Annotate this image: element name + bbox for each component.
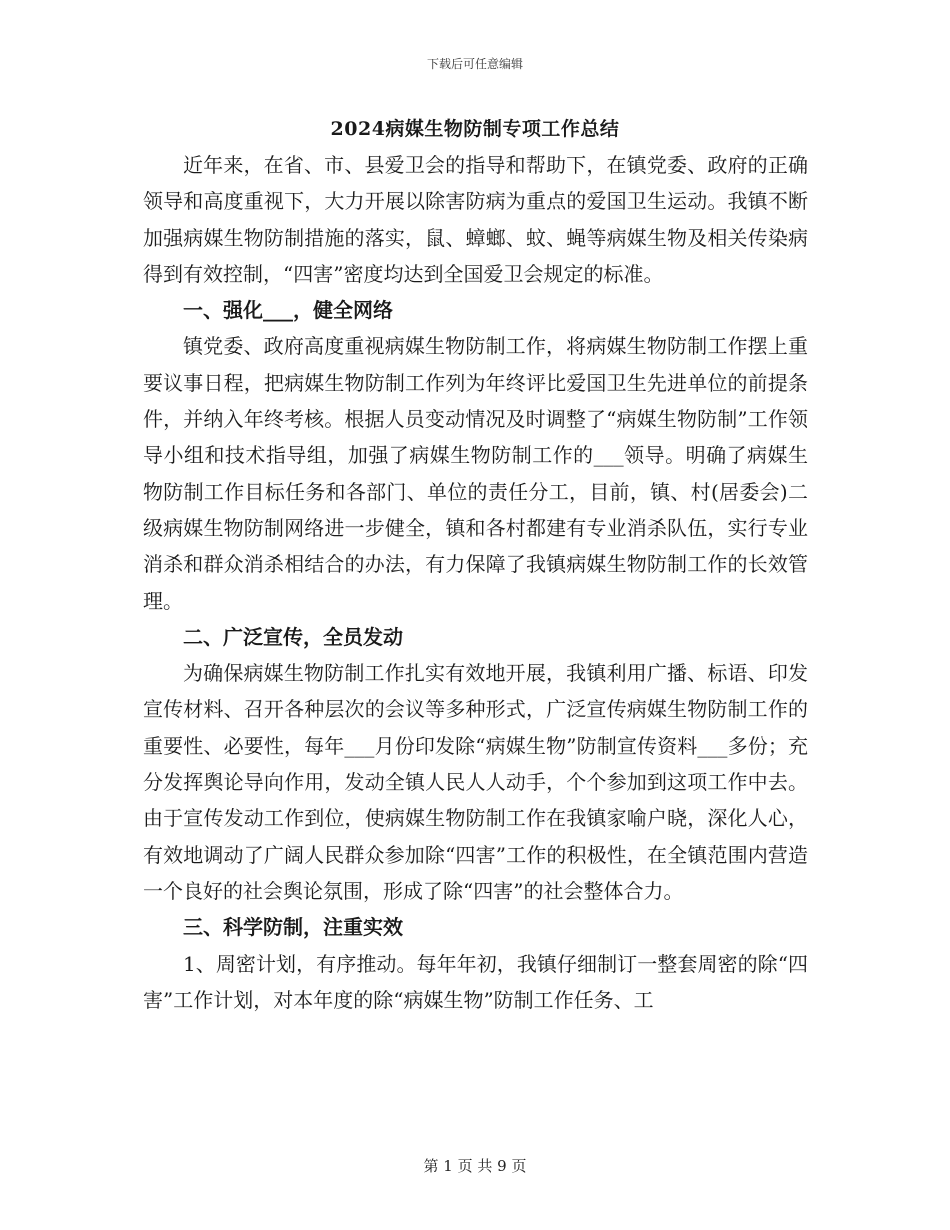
- page-header-note: 下载后可任意编辑: [426, 57, 523, 71]
- document-body: [143, 147, 808, 1018]
- page-indicator: 第 1 页 共 9 页: [423, 1157, 527, 1175]
- document-title: 2024病媒生物防制专项工作总结: [330, 118, 620, 140]
- section-heading-1: 一、强化___，健全网络: [183, 298, 393, 323]
- section-heading-2: 二、广泛宣传，全员发动: [183, 624, 403, 649]
- section-paragraph-3: 1、周密计划，有序推动。每年年初，我镇仔细制订一整套周密的除“四害”工作计划，对本年度的除“病媒生物”防制工作任务、工: [143, 951, 808, 1012]
- section-paragraph-1: 镇党委、政府高度重视病媒生物防制工作，将病媒生物防制工作摆上重要议事日程，把病媒生物防制工作列为年终评比爱国卫生先进单位的前提条件，并纳入年终考核。根据人员变动情况及时调整了“病媒生物防制”工作领导小组和技术指导组，加强了病媒生物防制工作的___领导。明确了病媒生物防制工作目标任务和各部门、单位的责任分工，目前，镇、村(居委会)二级病媒生物防制网络进一步健全，镇和各村都建有专业消杀队伍，实行专业消杀和群众消杀相结合的办法，有力保障了我镇病媒生物防制工作的长效管理。: [143, 334, 808, 613]
- section-heading-3: 三、科学防制，注重实效: [183, 915, 403, 940]
- intro-paragraph: 近年来，在省、市、县爱卫会的指导和帮助下，在镇党委、政府的正确领导和高度重视下，大力开展以除害防病为重点的爱国卫生运动。我镇不断加强病媒生物防制措施的落实，鼠、蟑螂、蚊、蝇等病媒生物及相关传染病得到有效控制，“四害”密度均达到全国爱卫会规定的标准。: [143, 153, 808, 286]
- section-paragraph-2: 为确保病媒生物防制工作扎实有效地开展，我镇利用广播、标语、印发宣传材料、召开各种层次的会议等多种形式，广泛宣传病媒生物防制工作的重要性、必要性，每年___月份印发除“病媒生物”防制宣传资料___多份；充分发挥舆论导向作用，发动全镇人民人人动手，个个参加到这项工作中去。由于宣传发动工作到位，使病媒生物防制工作在我镇家喻户晓，深化人心，有效地调动了广阔人民群众参加除“四害”工作的积极性，在全镇范围内营造一个良好的社会舆论氛围，形成了除“四害”的社会整体合力。: [143, 661, 808, 903]
